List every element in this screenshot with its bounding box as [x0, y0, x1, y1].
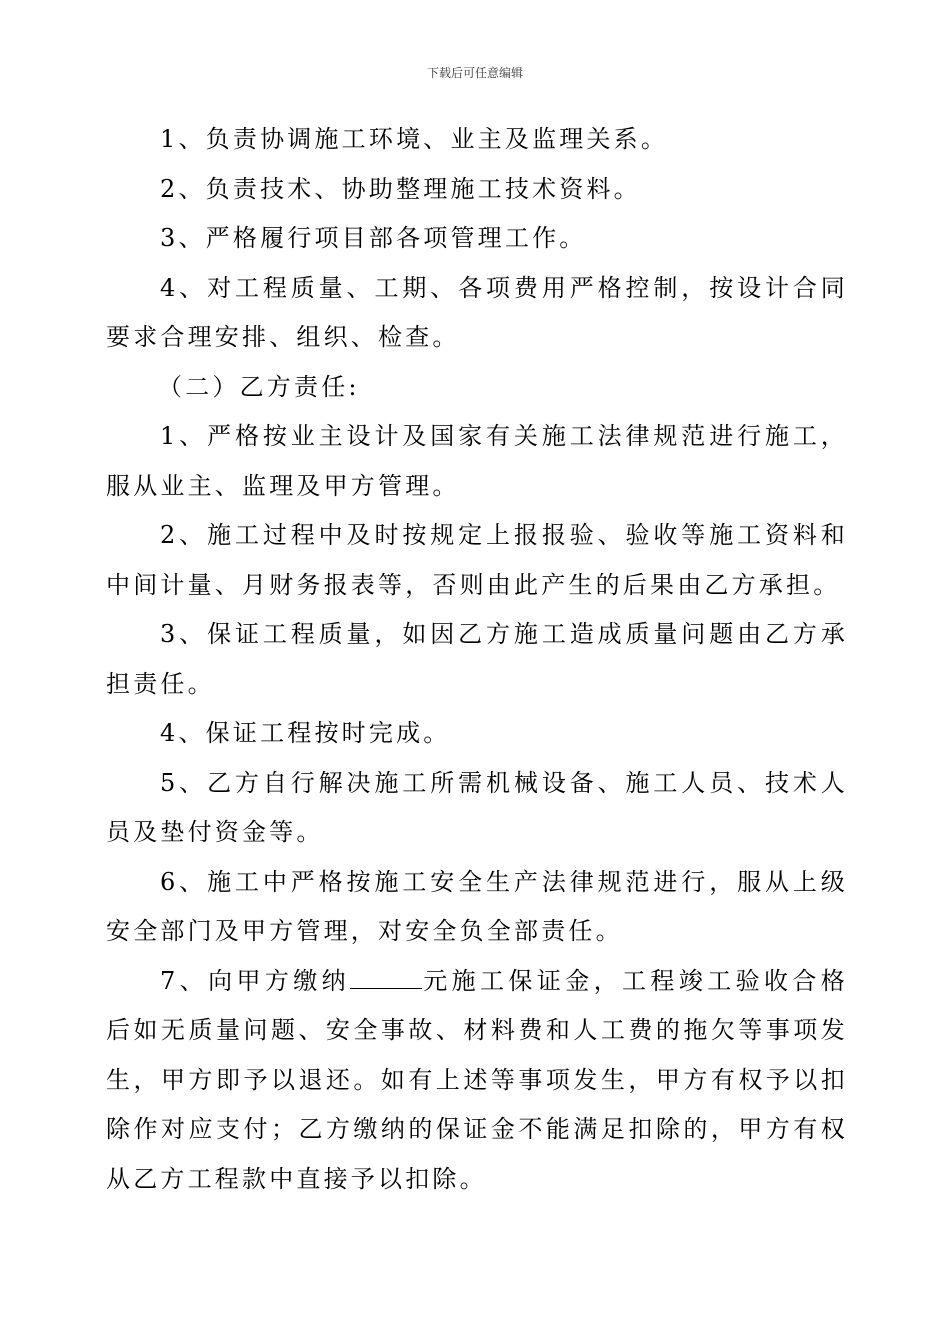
yi-item-7-before: 7、向甲方缴纳: [160, 966, 351, 995]
yi-item-2: 2、施工过程中及时按规定上报报验、验收等施工资料和中间计量、月财务报表等，否则由此产生的后果由乙方承担。: [106, 521, 848, 599]
deposit-amount-blank: [350, 966, 422, 989]
yi-item-1: 1、严格按业主设计及国家有关施工法律规范进行施工，服从业主、监理及甲方管理。: [106, 422, 848, 500]
section-heading-yi: （二）乙方责任:: [158, 372, 360, 401]
yi-item-6: 6、施工中严格按施工安全生产法律规范进行，服从上级安全部门及甲方管理，对安全负全部责任。: [106, 867, 848, 945]
yi-item-7: [106, 957, 848, 1205]
jia-item-1: 1、负责协调施工环境、业主及监理关系。: [160, 125, 669, 153]
jia-item-4: 4、对工程质量、工期、各项费用严格控制，按设计合同要求合理安排、组织、检查。: [106, 273, 848, 351]
jia-item-2: 2、负责技术、协助整理施工技术资料。: [160, 174, 641, 203]
yi-item-4: 4、保证工程按时完成。: [160, 719, 451, 747]
document-body: [106, 115, 848, 1204]
page-header: 下载后可任意编辑: [426, 66, 523, 80]
yi-item-7-after: 元施工保证金，工程竣工验收合格后如无质量问题、安全事故、材料费和人工费的拖欠等事项发生，甲方即予以退还。如有上述等事项发生，甲方有权予以扣除作对应支付；乙方缴纳的保证金不能满足扣除的，甲方有权从乙方工程款中直接予以扣除。: [106, 966, 848, 1193]
yi-item-3: 3、保证工程质量，如因乙方施工造成质量问题由乙方承担责任。: [106, 620, 848, 698]
jia-item-3: 3、严格履行项目部各项管理工作。: [160, 224, 587, 252]
yi-item-5: 5、乙方自行解决施工所需机械设备、施工人员、技术人员及垫付资金等。: [106, 768, 848, 846]
